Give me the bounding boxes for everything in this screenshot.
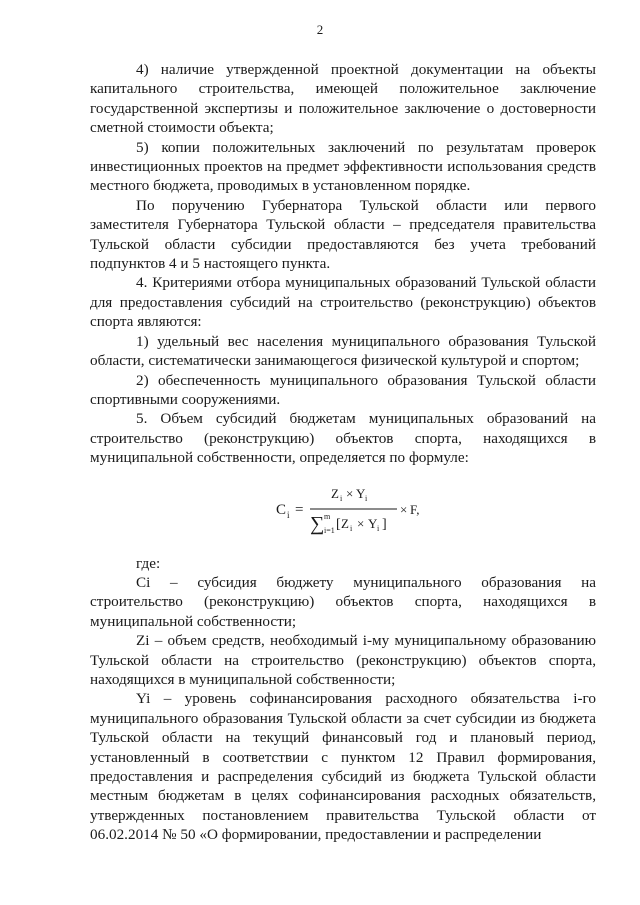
formula-tail: F,: [410, 501, 420, 517]
document-body: [90, 60, 596, 845]
paragraph: Ci – субсидия бюджету муниципального образования на строительство (реконструкцию) объектов спорта, находящихся в муниципальной собственности;: [90, 573, 596, 630]
formula-num-z: Z: [331, 485, 339, 501]
formula-den-y: Y: [368, 515, 378, 531]
paragraph: 1) удельный вес населения муниципального образования Тульской области, систематически занимающегося физической культурой и спортом;: [90, 332, 596, 370]
formula-sum-sign: ∑: [310, 512, 325, 535]
paragraph: 2) обеспеченность муниципального образования Тульской области спортивными сооружениями.: [90, 371, 596, 408]
paragraph: Zi – объем средств, необходимый i-му муниципальному образованию Тульской области на строительство (реконструкцию) объектов спорта, находящихся в муниципальной собственности;: [90, 632, 596, 688]
paragraph: Yi – уровень софинансирования расходного обязательства i-го муниципального образования Тульской области за счет субсидии из бюджета Тульской области на текущий финансовый год и плановый период, установленный в соответствии с пунктом 12 Правил формирования, предоставления и распределения субсидий из бюджета Тульской области местным бюджетам в целях софинансирования расходных обязательств, утвержденных постановлением правительства Тульской области от 06.02.2014 № 50 «О формировании, предоставлении и распределении: [90, 690, 596, 844]
paragraph: 5) копии положительных заключений по результатам проверок инвестиционных проектов на предмет эффективности использования средств местного бюджета, проводимых в установленном порядке.: [90, 138, 596, 195]
formula-sum-upper: m: [324, 511, 331, 521]
paragraph: По поручению Губернатора Тульской области или первого заместителя Губернатора Тульской области – председателя правительства Тульской области субсидии предоставляются без учета требований подпунктов 4 и 5 настоящего пункта.: [90, 196, 596, 273]
formula-den-y-sub: i: [377, 523, 380, 533]
formula-num-y: Y: [356, 485, 366, 501]
formula-num-times: ×: [346, 485, 354, 501]
subsidy-formula: [90, 478, 596, 540]
formula-sum-lower: i=1: [324, 525, 335, 535]
page-number: 2: [316, 22, 324, 37]
formula-num-z-sub: i: [340, 493, 343, 503]
formula-den-times: ×: [357, 515, 365, 531]
formula-num-y-sub: i: [365, 493, 368, 503]
paragraph: 4. Критериями отбора муниципальных образований Тульской области для предоставления субсидий на строительство (реконструкцию) объектов спорта являются:: [90, 274, 596, 331]
formula-lhs: C: [276, 501, 287, 518]
paragraph: 5. Объем субсидий бюджетам муниципальных образований на строительство (реконструкцию) объектов спорта, находящихся в муниципальной собственности, определяется по формуле:: [90, 410, 596, 467]
formula-tail-times: ×: [400, 501, 408, 517]
formula-den-open: [: [336, 516, 341, 532]
formula-den-close: ]: [382, 516, 387, 532]
formula-den-z: Z: [341, 515, 349, 531]
paragraph: 4) наличие утвержденной проектной документации на объекты капитального строительства, имеющей положительное заключение государственной экспертизы и положительное заключение о достоверности сметной стоимости объекта;: [90, 61, 596, 137]
paragraph: где:: [136, 554, 161, 572]
formula-lhs-sub: i: [287, 509, 290, 520]
formula-den-z-sub: i: [350, 523, 353, 533]
formula-equals: =: [295, 501, 304, 518]
